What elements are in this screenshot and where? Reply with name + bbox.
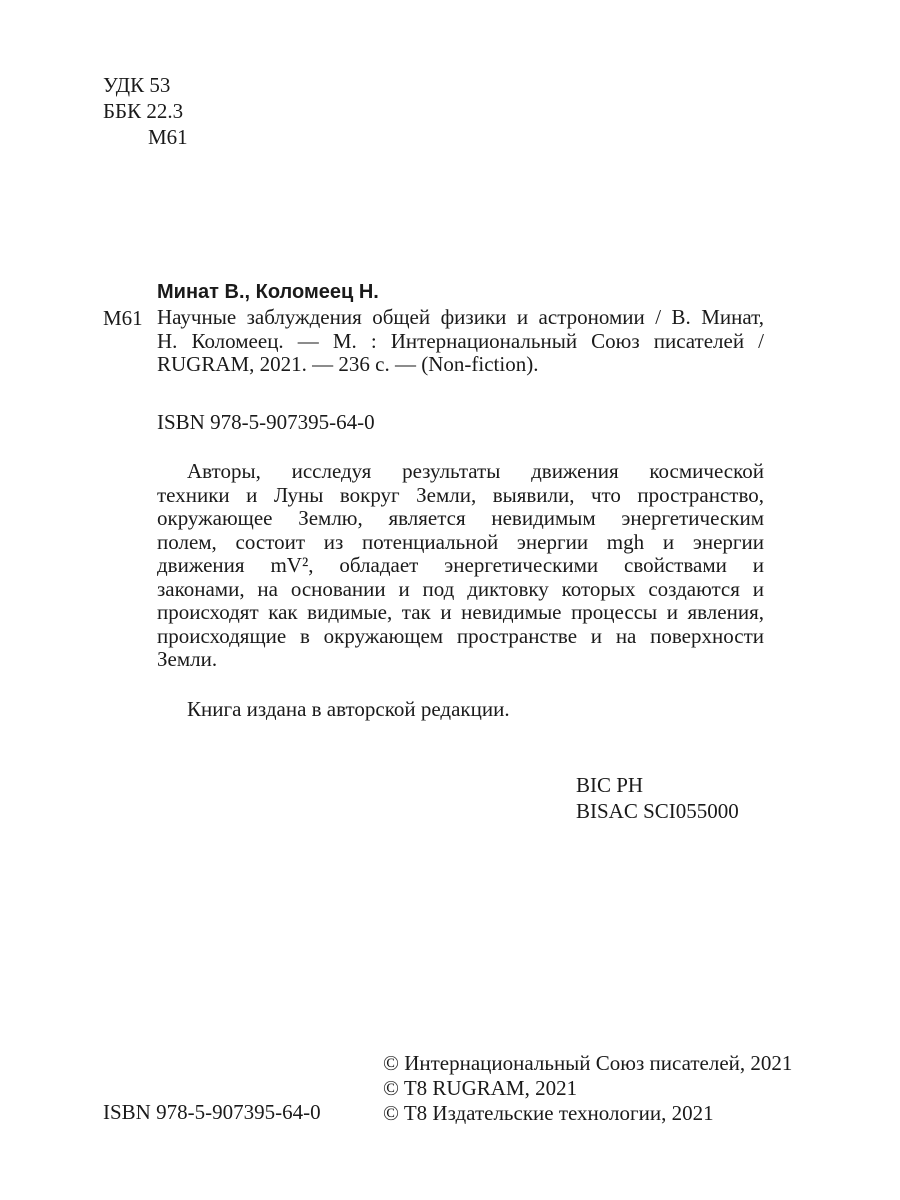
bbk-code: ББК 22.3 [103, 99, 184, 123]
abstract-line: техники и Луны вокруг Земли, выявили, что пространство, [157, 482, 764, 507]
authors-heading: Минат В., Коломеец Н. [157, 281, 379, 303]
edition-note: Книга издана в авторской редакции. [187, 697, 510, 721]
entry-author-mark: М61 [103, 306, 143, 330]
abstract-line: движения mV², обладает энергетическими свойствами и [157, 553, 764, 577]
bic-code: BIC PH [576, 773, 644, 797]
author-mark-code: М61 [148, 125, 188, 149]
copyright-line: © Интернациональный Союз писателей, 2021 [383, 1051, 793, 1075]
udk-code: УДК 53 [103, 73, 171, 97]
bisac-code: BISAC SCI055000 [576, 799, 739, 823]
abstract [157, 460, 764, 672]
abstract-line: законами, на основании и под диктовку которых создаются и [157, 576, 764, 601]
abstract-line: Земли. [157, 647, 218, 671]
abstract-line: Авторы, исследуя результаты движения космической [187, 459, 764, 483]
citation-block [157, 306, 764, 377]
abstract-line: окружающее Землю, является невидимым энергетическим [157, 506, 764, 530]
abstract-line: происходящие в окружающем пространстве и на поверхности [157, 623, 764, 648]
citation-line: Научные заблуждения общей физики и астрономии / В. Минат, [157, 305, 764, 329]
copyright-line: © T8 Издательские технологии, 2021 [383, 1101, 714, 1125]
citation-line: RUGRAM, 2021. — 236 с. — (Non-fiction). [157, 352, 539, 376]
footer-isbn: ISBN 978-5-907395-64-0 [103, 1100, 321, 1124]
copyright-line: © T8 RUGRAM, 2021 [383, 1076, 578, 1100]
entry-isbn: ISBN 978-5-907395-64-0 [157, 410, 375, 434]
abstract-line: происходят как видимые, так и невидимые процессы и явления, [157, 600, 764, 624]
abstract-line: полем, состоит из потенциальной энергии mgh и энергии [157, 529, 764, 554]
citation-line: Н. Коломеец. — М. : Интернациональный Союз писателей / [157, 328, 764, 353]
